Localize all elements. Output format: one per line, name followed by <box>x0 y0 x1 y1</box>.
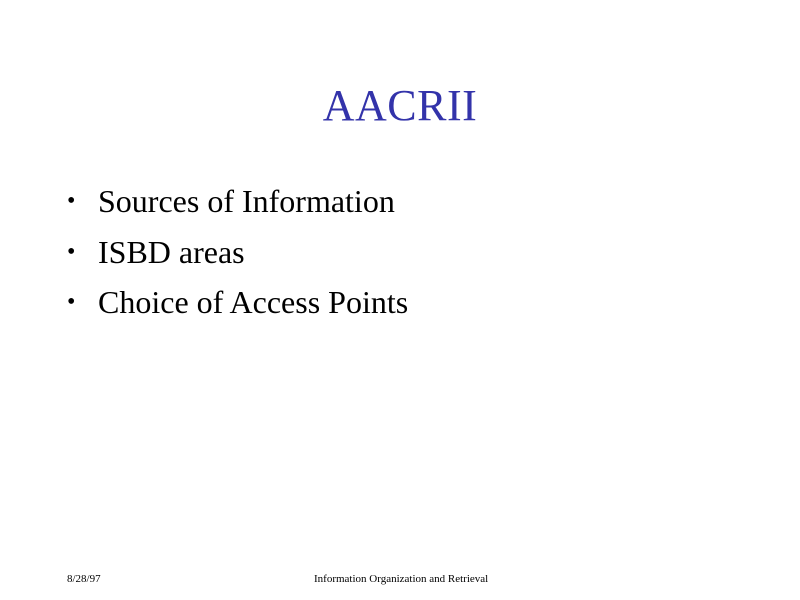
bullet-text: Sources of Information <box>98 183 395 219</box>
footer-date: 8/28/97 <box>67 573 101 585</box>
bullet-item <box>60 176 408 227</box>
slide-title: AACRII <box>322 81 478 130</box>
bullet-marker: • <box>67 188 76 214</box>
bullet-item <box>60 227 408 278</box>
bullet-item <box>60 277 408 328</box>
bullet-list <box>60 176 408 328</box>
bullet-text: Choice of Access Points <box>98 284 409 320</box>
bullet-marker: • <box>67 238 76 265</box>
bullet-marker: • <box>67 289 76 315</box>
bullet-text: ISBD areas <box>98 233 245 270</box>
footer-title: Information Organization and Retrieval <box>314 573 489 585</box>
